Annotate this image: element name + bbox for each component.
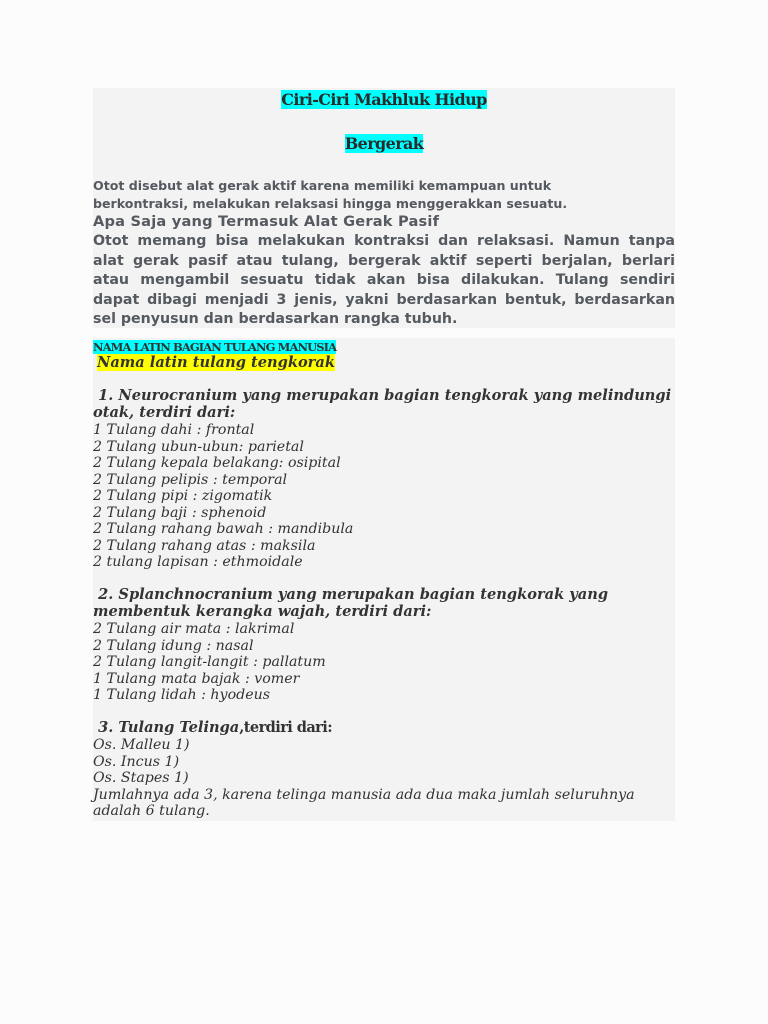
passive-paragraph: Otot memang bisa melakukan kontraksi dan relaksasi. Namun tanpa alat gerak pasif atau tulang, bergerak aktif seperti berjalan, berlari atau mengambil sesuatu tidak akan bisa dilakukan. Tulang sendiri dapat dibagi menjadi 3 jenis, yakni berdasarkan bentuk, berdasarkan sel penyusun dan berdasarkan rangka tubuh. <box>93 233 675 327</box>
passive-heading: Apa Saja yang Termasuk Alat Gerak Pasif <box>93 213 440 230</box>
neuro-item: 2 Tulang rahang bawah : mandibula <box>93 521 354 537</box>
splanchno-item: 2 Tulang idung : nasal <box>93 637 254 654</box>
splanchno-item: 1 Tulang lidah : hyodeus <box>93 687 271 703</box>
telinga-item: Os. Malleu 1) <box>93 737 190 753</box>
subtitle-wrap <box>93 134 675 153</box>
subtitle: Bergerak <box>344 134 424 153</box>
neuro-item: 2 Tulang rahang atas : maksila <box>93 537 316 554</box>
page-title: Ciri-Ciri Makhluk Hidup <box>281 90 487 109</box>
neuro-item: 2 Tulang pelipis : temporal <box>93 471 288 488</box>
splanchno-item: 1 Tulang mata bajak : vomer <box>93 670 300 687</box>
telinga-note: Jumlahnya ada 3, karena telinga manusia ada dua maka jumlah seluruhnya adalah 6 tulang. <box>93 786 635 820</box>
page-title-wrap <box>93 90 675 109</box>
neuro-item: 2 Tulang kepala belakang: osipital <box>93 455 341 471</box>
section-label: NAMA LATIN BAGIAN TULANG MANUSIA <box>93 340 337 354</box>
splanchno-item: 2 Tulang air mata : lakrimal <box>93 621 295 637</box>
section-label-wrap <box>93 340 336 354</box>
latin-names-section <box>93 338 675 821</box>
neuro-item: 2 Tulang pipi : zigomatik <box>93 488 273 504</box>
neuro-item: 2 tulang lapisan : ethmoidale <box>93 554 303 570</box>
telinga-heading: 3. Tulang Telinga,terdiri dari: <box>98 719 333 736</box>
intro-line-2: berkontraksi, melakukan relaksasi hingga menggerakkan sesuatu. <box>93 196 568 211</box>
intro-section <box>93 88 675 328</box>
neuro-item: 2 Tulang ubun-ubun: parietal <box>93 438 304 455</box>
neuro-item: 2 Tulang baji : sphenoid <box>93 504 267 521</box>
section-title-wrap <box>97 355 679 372</box>
neuro-item: 1 Tulang dahi : frontal <box>93 422 255 438</box>
telinga-item: Os. Incus 1) <box>93 753 180 770</box>
section-title: Nama latin tulang tengkorak <box>97 354 335 371</box>
intro-line-1: Otot disebut alat gerak aktif karena memiliki kemampuan untuk <box>93 178 552 193</box>
splanchno-heading: 2. Splanchnocranium yang merupakan bagian tengkorak yang membentuk kerangka wajah, terdiri dari: <box>93 586 609 620</box>
splanchno-item: 2 Tulang langit-langit : pallatum <box>93 654 326 670</box>
telinga-item: Os. Stapes 1) <box>93 770 189 786</box>
neuro-heading: 1. Neurocranium yang merupakan bagian tengkorak yang melindungi otak, terdiri dari: <box>93 387 672 421</box>
